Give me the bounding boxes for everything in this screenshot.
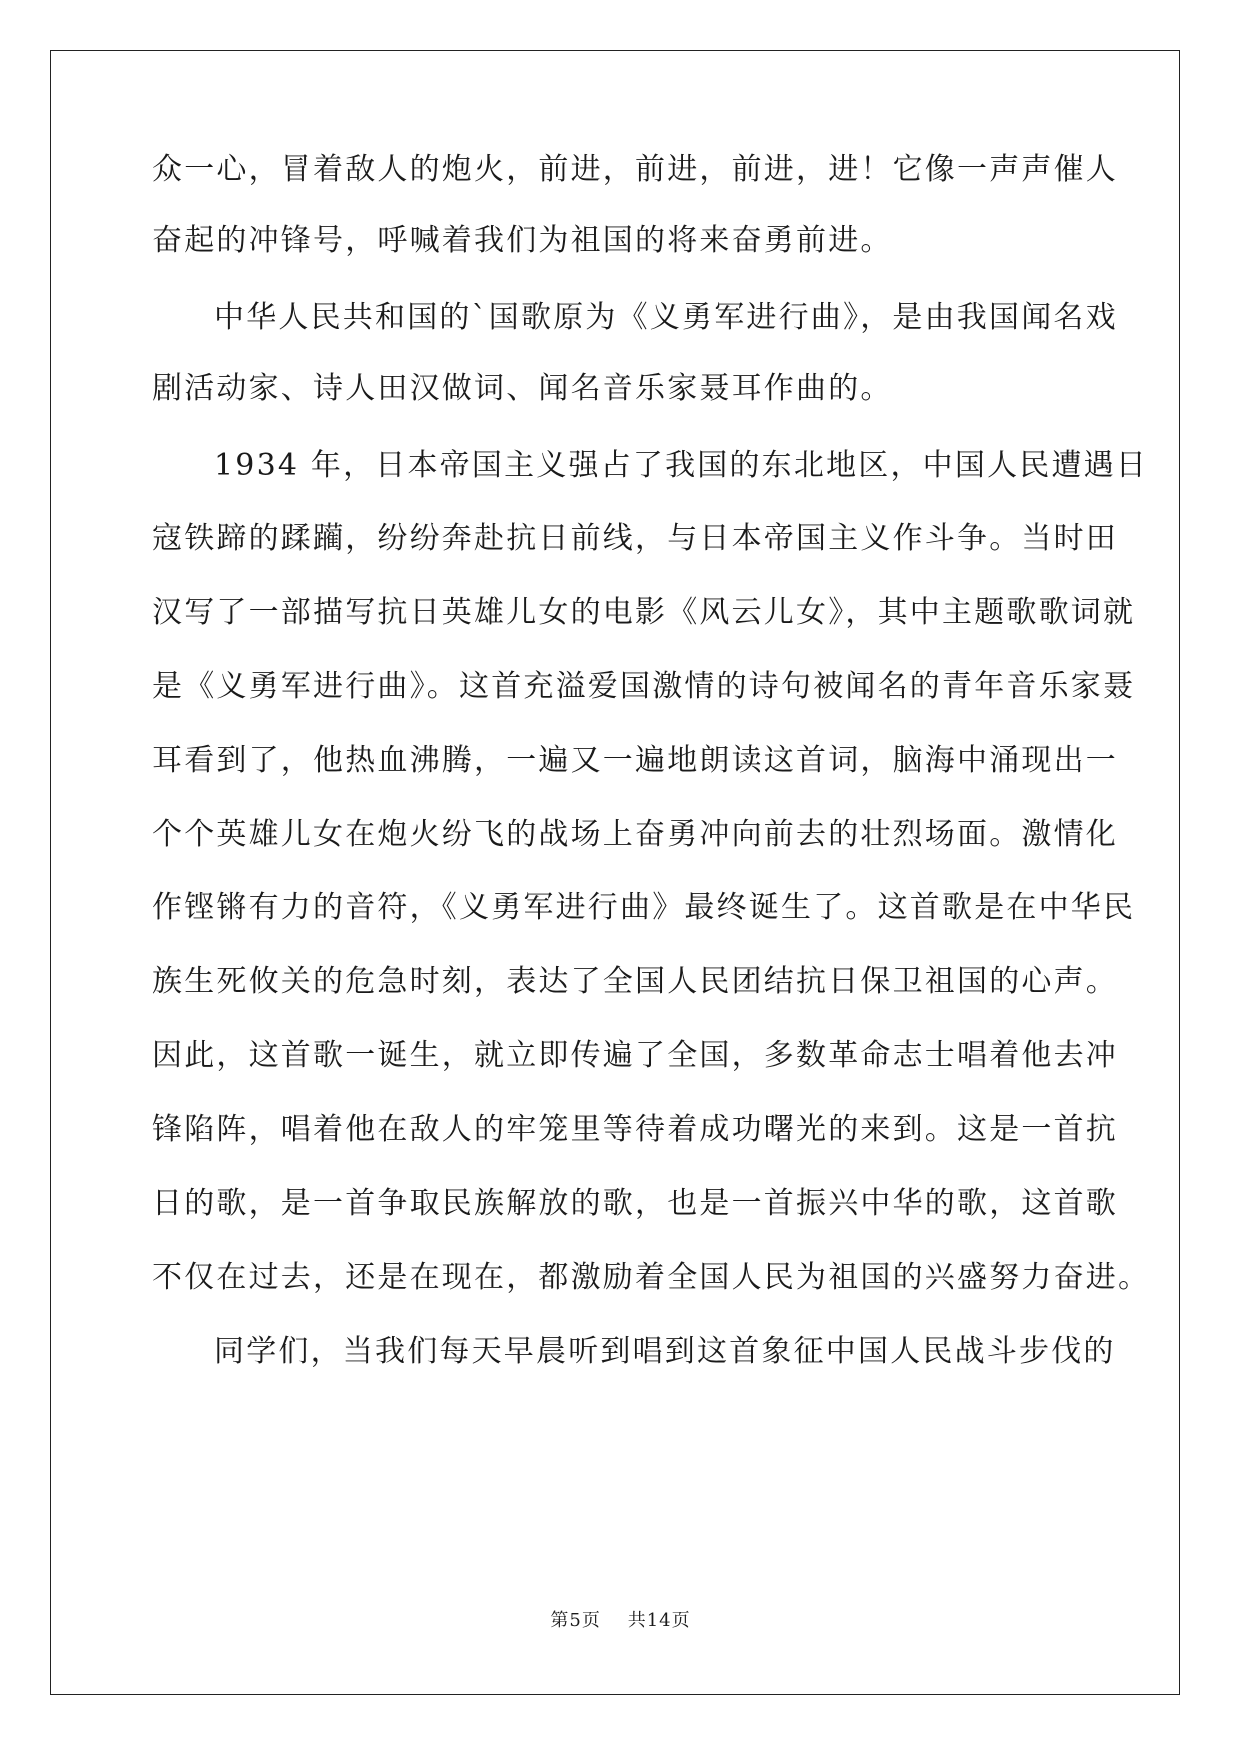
body-text-line: 族生死攸关的危急时刻，表达了全国人民团结抗日保卫祖国的心声。 bbox=[152, 964, 1118, 999]
body-text-line: 奋起的冲锋号，呼喊着我们为祖国的将来奋勇前进。 bbox=[152, 223, 893, 258]
body-text-line: 个个英雄儿女在炮火纷飞的战场上奋勇冲向前去的壮烈场面。激情化 bbox=[152, 817, 1118, 852]
body-text-line: 寇铁蹄的蹂躏，纷纷奔赴抗日前线，与日本帝国主义作斗争。当时田 bbox=[152, 521, 1118, 556]
body-text-line: 日的歌，是一首争取民族解放的歌，也是一首振兴中华的歌，这首歌 bbox=[152, 1186, 1118, 1221]
paragraph-first-line: 1934 年，日本帝国主义强占了我国的东北地区，中国人民遭遇日 bbox=[214, 448, 1149, 483]
body-text-line: 是《义勇军进行曲》。这首充溢爱国激情的诗句被闻名的青年音乐家聂 bbox=[152, 669, 1136, 704]
paragraph-first-line: 同学们，当我们每天早晨听到唱到这首象征中国人民战斗步伐的 bbox=[214, 1334, 1116, 1369]
body-text-line: 剧活动家、诗人田汉做词、闻名音乐家聂耳作曲的。 bbox=[152, 371, 893, 406]
body-text-line: 汉写了一部描写抗日英雄儿女的电影《风云儿女》，其中主题歌歌词就 bbox=[152, 595, 1136, 630]
page-border bbox=[50, 50, 1180, 1695]
paragraph-first-line: 中华人民共和国的`国歌原为《义勇军进行曲》，是由我国闻名戏 bbox=[214, 300, 1118, 335]
page-number-footer: 第5页 共14页 bbox=[550, 1610, 691, 1631]
body-text-line: 因此，这首歌一诞生，就立即传遍了全国，多数革命志士唱着他去冲 bbox=[152, 1038, 1118, 1073]
body-text-line: 众一心，冒着敌人的炮火，前进，前进，前进，进！它像一声声催人 bbox=[152, 152, 1118, 187]
body-text-line: 作铿锵有力的音符，《义勇军进行曲》最终诞生了。这首歌是在中华民 bbox=[152, 890, 1136, 925]
body-text-line: 锋陷阵，唱着他在敌人的牢笼里等待着成功曙光的来到。这是一首抗 bbox=[152, 1112, 1118, 1147]
body-text-line: 耳看到了，他热血沸腾，一遍又一遍地朗读这首词，脑海中涌现出一 bbox=[152, 743, 1118, 778]
body-text-line: 不仅在过去，还是在现在，都激励着全国人民为祖国的兴盛努力奋进。 bbox=[152, 1260, 1151, 1295]
